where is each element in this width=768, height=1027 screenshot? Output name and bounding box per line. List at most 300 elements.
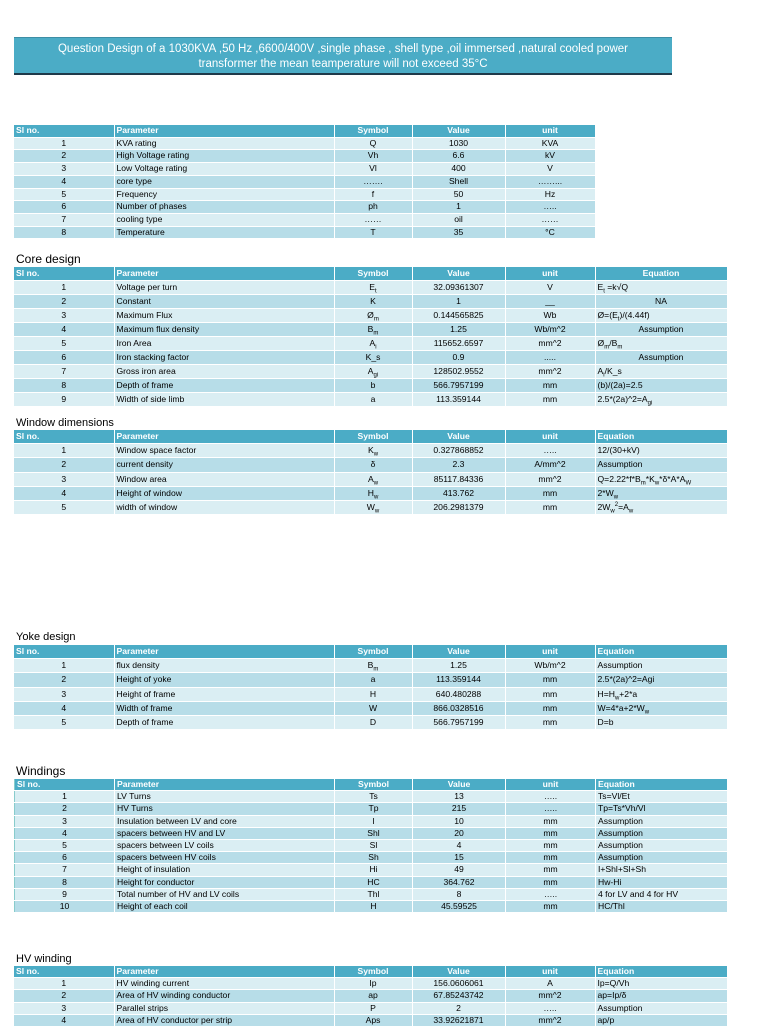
table-row <box>14 978 727 990</box>
header-value: Value <box>412 267 505 281</box>
header-value: Value <box>412 645 505 659</box>
table-row <box>14 673 727 687</box>
cell-value: 2.3 <box>412 458 505 472</box>
cell-symbol: K_s <box>334 351 412 365</box>
cell-equation: $W=4*a+2*W_w$ <box>595 701 727 715</box>
table-row <box>14 365 727 379</box>
cell-unit: mm <box>505 716 595 730</box>
cell-value: 1 <box>412 201 505 214</box>
cell-sl: 8 <box>15 876 115 888</box>
cell-unit: ….. <box>505 444 595 458</box>
cell-symbol: K <box>334 295 412 309</box>
cell-unit: mm <box>506 901 596 913</box>
cell-symbol: Vl <box>334 163 412 176</box>
cell-equation: $2.5*(2a)\^{}2=A_{gi}$ <box>595 393 727 407</box>
cell-sl: 4 <box>14 486 114 500</box>
header-value: Value <box>412 430 505 444</box>
cell-value: 128502.9552 <box>412 365 505 379</box>
cell-value: 215 <box>413 803 506 815</box>
window-dimensions-table <box>14 430 728 515</box>
cell-sl: 5 <box>14 716 114 730</box>
cell-value: 1.25 <box>412 659 505 673</box>
cell-sl: 1 <box>14 281 114 295</box>
table-row <box>14 137 595 150</box>
cell-sl: 2 <box>14 150 114 163</box>
cell-parameter: spacers between LV coils <box>115 840 335 852</box>
cell-sl: 8 <box>14 379 114 393</box>
cell-equation: Assumption <box>595 458 727 472</box>
header-symbol: Symbol <box>334 267 412 281</box>
table-row <box>15 852 728 864</box>
table-row <box>14 716 727 730</box>
cell-symbol: a <box>334 393 412 407</box>
cell-unit: ….. <box>506 791 596 803</box>
header-sl: Sl no. <box>15 779 115 791</box>
cell-sl: 2 <box>15 803 115 815</box>
header-parameter: Parameter <box>114 430 334 444</box>
cell-parameter: Height of frame <box>114 687 334 701</box>
header-symbol: Symbol <box>334 966 412 978</box>
cell-symbol: ……. <box>334 175 412 188</box>
cell-unit: mm^2 <box>505 472 595 486</box>
cell-unit: mm <box>505 687 595 701</box>
cell-equation: ap/p <box>595 1014 727 1026</box>
cell-parameter: spacers between HV coils <box>115 852 335 864</box>
question-banner <box>14 37 672 75</box>
yoke-design-table <box>14 645 728 730</box>
cell-unit: ….. <box>505 201 595 214</box>
cell-equation: Tp=Ts*Vh/Vl <box>596 803 728 815</box>
cell-equation: (b)/(2a)=2.5 <box>595 379 727 393</box>
table-row <box>14 444 727 458</box>
cell-value: 0.9 <box>412 351 505 365</box>
cell-value: 115652.6597 <box>412 337 505 351</box>
cell-parameter: Gross iron area <box>114 365 334 379</box>
table-row <box>14 213 595 226</box>
cell-value: 32.09361307 <box>412 281 505 295</box>
cell-sl: 7 <box>14 213 114 226</box>
cell-parameter: flux density <box>114 659 334 673</box>
section-title-core: Core design <box>16 252 81 266</box>
cell-value: 206.2981379 <box>412 501 505 515</box>
cell-value: 113.359144 <box>412 673 505 687</box>
cell-unit: mm <box>505 393 595 407</box>
cell-unit: mm <box>505 501 595 515</box>
cell-parameter: Depth of frame <box>114 716 334 730</box>
cell-sl: 1 <box>15 791 115 803</box>
cell-sl: 5 <box>15 840 115 852</box>
cell-equation: ap=Ip/δ <box>595 990 727 1002</box>
cell-sl: 3 <box>15 815 115 827</box>
table-row <box>14 188 595 201</box>
cell-unit: mm^2 <box>505 990 595 1002</box>
cell-symbol: $K_w$ <box>334 444 412 458</box>
cell-value: 156.0606061 <box>412 978 505 990</box>
cell-unit: Wb/m^2 <box>505 323 595 337</box>
table-row <box>14 990 727 1002</box>
cell-sl: 6 <box>14 201 114 214</box>
cell-symbol: Ip <box>334 978 412 990</box>
cell-unit: mm^2 <box>505 1014 595 1026</box>
cell-symbol: $A_w$ <box>334 472 412 486</box>
cell-symbol: I <box>335 815 413 827</box>
table-header-row <box>15 779 728 791</box>
cell-equation: Assumption <box>596 840 728 852</box>
header-sl: Sl no. <box>14 267 114 281</box>
cell-unit: Wb <box>505 309 595 323</box>
cell-symbol: Aps <box>334 1014 412 1026</box>
cell-value: oil <box>412 213 505 226</box>
cell-symbol: HC <box>335 876 413 888</box>
cell-unit: mm <box>506 840 596 852</box>
cell-sl: 9 <box>14 393 114 407</box>
cell-value: 45.59525 <box>413 901 506 913</box>
cell-value: 20 <box>413 827 506 839</box>
table-row <box>14 351 727 365</box>
cell-value: 50 <box>412 188 505 201</box>
cell-unit: ……... <box>505 175 595 188</box>
header-value: Value <box>412 125 505 137</box>
cell-symbol: $B_m$ <box>334 659 412 673</box>
cell-equation: I+Shl+Sl+Sh <box>596 864 728 876</box>
header-unit: unit <box>505 966 595 978</box>
cell-value: 1.25 <box>412 323 505 337</box>
table-row <box>14 323 727 337</box>
cell-sl: 2 <box>14 990 114 1002</box>
cell-parameter: core type <box>114 175 334 188</box>
cell-parameter: Area of HV conductor per strip <box>114 1014 334 1026</box>
cell-unit: mm <box>505 379 595 393</box>
header-sl: Sl no. <box>14 430 114 444</box>
hv-winding-table <box>14 966 728 1027</box>
table-row <box>14 281 727 295</box>
cell-symbol: Ts <box>335 791 413 803</box>
cell-symbol: f <box>334 188 412 201</box>
cell-symbol: $B_m$ <box>334 323 412 337</box>
header-sl: Sl no. <box>14 125 114 137</box>
table-header-row <box>14 125 595 137</box>
cell-symbol: $W_w$ <box>334 501 412 515</box>
header-symbol: Symbol <box>334 430 412 444</box>
cell-parameter: Height of insulation <box>115 864 335 876</box>
cell-symbol: $A_{gi}$ <box>334 365 412 379</box>
table-row <box>14 150 595 163</box>
cell-parameter: Constant <box>114 295 334 309</box>
cell-parameter: Iron Area <box>114 337 334 351</box>
cell-value: 13 <box>413 791 506 803</box>
core-design-table <box>14 267 728 407</box>
cell-unit: mm <box>505 486 595 500</box>
header-sl: Sl no. <box>14 645 114 659</box>
cell-sl: 4 <box>14 701 114 715</box>
cell-parameter: Area of HV winding conductor <box>114 990 334 1002</box>
cell-equation: HC/Thl <box>596 901 728 913</box>
table-row <box>15 876 728 888</box>
cell-unit: mm <box>506 876 596 888</box>
cell-unit: …… <box>505 213 595 226</box>
cell-symbol: ap <box>334 990 412 1002</box>
cell-value: 1030 <box>412 137 505 150</box>
windings-table <box>14 779 728 913</box>
cell-symbol: P <box>334 1002 412 1014</box>
cell-parameter: Maximum Flux <box>114 309 334 323</box>
cell-parameter: width of window <box>114 501 334 515</box>
header-symbol: Symbol <box>334 125 412 137</box>
cell-symbol: T <box>334 226 412 239</box>
table-row <box>15 840 728 852</box>
cell-value: 566.7957199 <box>412 379 505 393</box>
cell-symbol: H <box>335 901 413 913</box>
cell-sl: 1 <box>14 137 114 150</box>
table-row <box>14 309 727 323</box>
cell-unit: V <box>505 281 595 295</box>
cell-value: 0.327868852 <box>412 444 505 458</box>
section-title-windings: Windings <box>16 764 66 778</box>
cell-unit: A/mm^2 <box>505 458 595 472</box>
table-row <box>14 337 727 351</box>
cell-unit: A <box>505 978 595 990</box>
table-header-row <box>14 267 727 281</box>
cell-value: 866.0328516 <box>412 701 505 715</box>
cell-parameter: Number of phases <box>114 201 334 214</box>
cell-parameter: Total number of HV and LV coils <box>115 888 335 900</box>
cell-parameter: Temperature <box>114 226 334 239</box>
cell-equation: $H=H_w+2*a$ <box>595 687 727 701</box>
cell-value: 364.762 <box>413 876 506 888</box>
table-row <box>14 1014 727 1026</box>
table-header-row <box>14 430 727 444</box>
cell-symbol: δ <box>334 458 412 472</box>
cell-sl: 8 <box>14 226 114 239</box>
cell-unit: mm <box>506 852 596 864</box>
header-equation: Equation <box>595 645 727 659</box>
table-row <box>15 791 728 803</box>
cell-unit: ..... <box>505 351 595 365</box>
header-unit: unit <box>505 267 595 281</box>
cell-symbol: $Ø_m$ <box>334 309 412 323</box>
cell-parameter: spacers between HV and LV <box>115 827 335 839</box>
header-parameter: Parameter <box>115 779 335 791</box>
cell-equation: Assumption <box>596 852 728 864</box>
cell-parameter: Parallel strips <box>114 1002 334 1014</box>
cell-value: 566.7957199 <box>412 716 505 730</box>
cell-value: 0.144565825 <box>412 309 505 323</box>
cell-equation: Ts=Vl/Et <box>596 791 728 803</box>
cell-equation: D=b <box>595 716 727 730</box>
cell-parameter: HV Turns <box>115 803 335 815</box>
cell-unit: °C <box>505 226 595 239</box>
table-row <box>14 201 595 214</box>
cell-parameter: Height of yoke <box>114 673 334 687</box>
cell-equation: $Q=2.22*f*B_m*K_w*\delta*A*A_W$ <box>595 472 727 486</box>
cell-symbol: ph <box>334 201 412 214</box>
cell-parameter: Window space factor <box>114 444 334 458</box>
cell-value: 400 <box>412 163 505 176</box>
cell-parameter: Frequency <box>114 188 334 201</box>
header-equation: Equation <box>595 430 727 444</box>
header-sl: Sl no. <box>14 966 114 978</box>
cell-equation: Assumption <box>595 351 727 365</box>
cell-unit: mm^2 <box>505 337 595 351</box>
cell-equation: $2W_w^2=A_w$ <box>595 501 727 515</box>
cell-unit: ….. <box>505 1002 595 1014</box>
cell-parameter: Voltage per turn <box>114 281 334 295</box>
cell-parameter: Height of window <box>114 486 334 500</box>
cell-unit: mm <box>505 701 595 715</box>
cell-value: 35 <box>412 226 505 239</box>
cell-symbol: b <box>334 379 412 393</box>
header-unit: unit <box>505 430 595 444</box>
cell-symbol: a <box>334 673 412 687</box>
cell-parameter: current density <box>114 458 334 472</box>
cell-value: 413.762 <box>412 486 505 500</box>
cell-unit: ….. <box>506 803 596 815</box>
header-unit: unit <box>505 645 595 659</box>
table-row <box>14 472 727 486</box>
cell-equation: $Ø=(E_t)/(4.44f)$ <box>595 309 727 323</box>
table-row <box>14 175 595 188</box>
cell-value: 33.92621871 <box>412 1014 505 1026</box>
cell-symbol: Hi <box>335 864 413 876</box>
cell-sl: 1 <box>14 978 114 990</box>
header-parameter: Parameter <box>114 267 334 281</box>
cell-equation: Assumption <box>596 827 728 839</box>
cell-sl: 2 <box>14 673 114 687</box>
cell-parameter: LV Turns <box>115 791 335 803</box>
table-row <box>15 803 728 815</box>
cell-sl: 7 <box>15 864 115 876</box>
header-unit: unit <box>506 779 596 791</box>
header-value: Value <box>413 779 506 791</box>
cell-symbol: Vh <box>334 150 412 163</box>
cell-sl: 4 <box>15 827 115 839</box>
cell-equation: Assumption <box>596 815 728 827</box>
header-value: Value <box>412 966 505 978</box>
cell-value: 6.6 <box>412 150 505 163</box>
cell-sl: 6 <box>15 852 115 864</box>
cell-value: Shell <box>412 175 505 188</box>
cell-unit: Hz <box>505 188 595 201</box>
table-row <box>14 501 727 515</box>
cell-parameter: Depth of frame <box>114 379 334 393</box>
table-row <box>14 295 727 309</box>
cell-sl: 5 <box>14 337 114 351</box>
header-unit: unit <box>505 125 595 137</box>
cell-equation: $2*W_w$ <box>595 486 727 500</box>
section-title-yoke: Yoke design <box>16 631 76 643</box>
cell-unit: mm <box>505 673 595 687</box>
cell-parameter: Low Voltage rating <box>114 163 334 176</box>
cell-value: 67.85243742 <box>412 990 505 1002</box>
cell-symbol: W <box>334 701 412 715</box>
section-title-window: Window dimensions <box>16 417 114 429</box>
cell-unit: Wb/m^2 <box>505 659 595 673</box>
cell-sl: 3 <box>14 687 114 701</box>
cell-sl: 5 <box>14 501 114 515</box>
table-row <box>14 393 727 407</box>
cell-unit: __ <box>505 295 595 309</box>
cell-symbol: …… <box>334 213 412 226</box>
cell-equation: Assumption <box>595 659 727 673</box>
header-parameter: Parameter <box>114 966 334 978</box>
cell-value: 8 <box>413 888 506 900</box>
cell-equation: Hw-Hi <box>596 876 728 888</box>
table-row <box>14 379 727 393</box>
cell-sl: 1 <box>14 444 114 458</box>
cell-value: 15 <box>413 852 506 864</box>
cell-symbol: $E_t$ <box>334 281 412 295</box>
cell-sl: 10 <box>15 901 115 913</box>
cell-equation: Assumption <box>595 323 727 337</box>
table-row <box>15 815 728 827</box>
cell-parameter: Insulation between LV and core <box>115 815 335 827</box>
header-symbol: Symbol <box>335 779 413 791</box>
header-parameter: Parameter <box>114 645 334 659</box>
cell-sl: 7 <box>14 365 114 379</box>
cell-equation: $A_i/K\_s$ <box>595 365 727 379</box>
cell-value: 2 <box>412 1002 505 1014</box>
cell-parameter: HV winding current <box>114 978 334 990</box>
cell-sl: 2 <box>14 458 114 472</box>
cell-equation: Ip=Q/Vh <box>595 978 727 990</box>
cell-equation: 4 for LV and 4 for HV <box>596 888 728 900</box>
table-row <box>15 888 728 900</box>
cell-symbol: Q <box>334 137 412 150</box>
cell-sl: 6 <box>14 351 114 365</box>
cell-sl: 1 <box>14 659 114 673</box>
cell-unit: KVA <box>505 137 595 150</box>
cell-equation: NA <box>595 295 727 309</box>
cell-symbol: Shl <box>335 827 413 839</box>
cell-equation: $Ø_m/B_m$ <box>595 337 727 351</box>
cell-sl: 3 <box>14 309 114 323</box>
cell-value: 640.480288 <box>412 687 505 701</box>
table-row <box>15 864 728 876</box>
cell-value: 4 <box>413 840 506 852</box>
cell-equation: 12/(30+kV) <box>595 444 727 458</box>
cell-parameter: Width of frame <box>114 701 334 715</box>
table-row <box>14 486 727 500</box>
cell-symbol: H <box>334 687 412 701</box>
cell-symbol: Thl <box>335 888 413 900</box>
cell-symbol: Tp <box>335 803 413 815</box>
cell-sl: 4 <box>14 323 114 337</box>
cell-sl: 3 <box>14 163 114 176</box>
cell-unit: mm <box>506 864 596 876</box>
table-row <box>14 687 727 701</box>
cell-equation: $E_t =k√Q$ <box>595 281 727 295</box>
cell-unit: ….. <box>506 888 596 900</box>
table-row <box>14 458 727 472</box>
cell-parameter: KVA rating <box>114 137 334 150</box>
table-row <box>14 226 595 239</box>
cell-unit: kV <box>505 150 595 163</box>
cell-sl: 4 <box>14 1014 114 1026</box>
table-row <box>14 163 595 176</box>
header-parameter: Parameter <box>114 125 334 137</box>
cell-sl: 4 <box>14 175 114 188</box>
cell-unit: mm <box>506 827 596 839</box>
cell-parameter: Height for conductor <box>115 876 335 888</box>
table-row <box>15 827 728 839</box>
cell-parameter: High Voltage rating <box>114 150 334 163</box>
header-equation: Equation <box>595 966 727 978</box>
cell-equation: 2.5*(2a)^2=Agi <box>595 673 727 687</box>
question-line-2: transformer the mean teamperature will not exceed 35°C <box>198 58 488 70</box>
table-row <box>14 1002 727 1014</box>
cell-value: 10 <box>413 815 506 827</box>
cell-sl: 3 <box>14 472 114 486</box>
